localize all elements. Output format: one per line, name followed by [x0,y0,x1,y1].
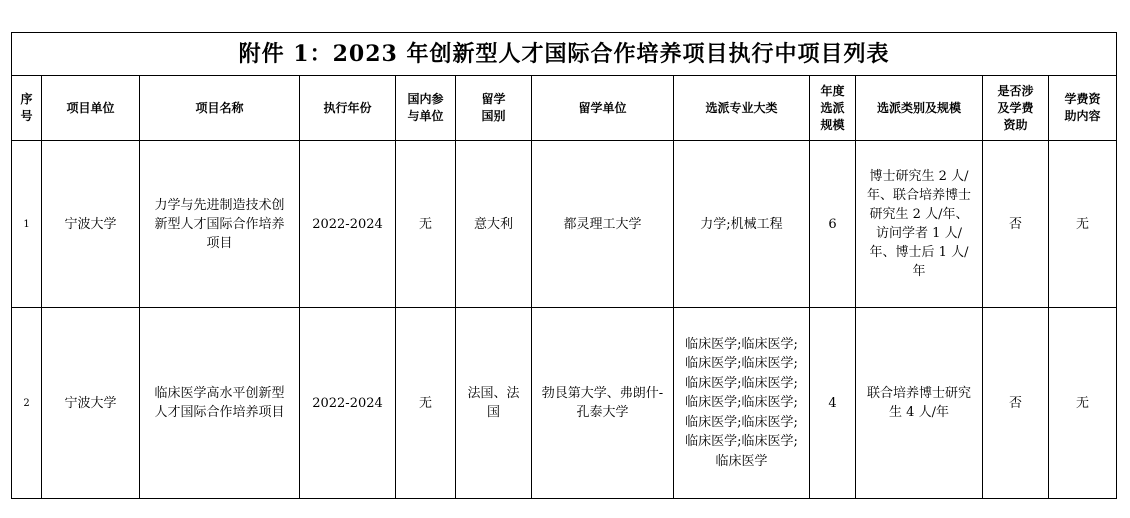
cell-category: 联合培养博士研究生 4 人/年 [856,308,983,499]
cell-scale: 6 [810,141,856,308]
cell-tuition-content: 无 [1049,141,1117,308]
header-host: 留学单位 [532,76,674,141]
header-name: 项目名称 [140,76,300,141]
title-row [12,33,1117,76]
cell-major: 临床医学;临床医学;临床医学;临床医学;临床医学;临床医学;临床医学;临床医学;临床医学;临床医学;临床医学;临床医学;临床医学 [674,308,810,499]
cell-tuition-flag: 否 [983,308,1049,499]
cell-host: 都灵理工大学 [532,141,674,308]
cell-domestic: 无 [396,308,456,499]
cell-country: 法国、法国 [456,308,532,499]
table-row [12,308,1117,499]
cell-years: 2022-2024 [300,141,396,308]
header-seq: 序号 [12,76,42,141]
table-row [12,141,1117,308]
cell-category: 博士研究生 2 人/年、联合培养博士研究生 2 人/年、访问学者 1 人/年、博士后 1 人/年 [856,141,983,308]
cell-tuition-flag: 否 [983,141,1049,308]
cell-country: 意大利 [456,141,532,308]
project-table [11,32,1117,499]
cell-name: 力学与先进制造技术创新型人才国际合作培养项目 [140,141,300,308]
header-domestic: 国内参与单位 [396,76,456,141]
header-row [12,76,1117,141]
cell-major: 力学;机械工程 [674,141,810,308]
cell-domestic: 无 [396,141,456,308]
project-list-sheet [11,32,1116,499]
cell-name: 临床医学高水平创新型人才国际合作培养项目 [140,308,300,499]
header-category: 选派类别及规模 [856,76,983,141]
cell-tuition-content: 无 [1049,308,1117,499]
cell-seq: 2 [12,308,42,499]
cell-unit: 宁波大学 [42,308,140,499]
cell-host: 勃艮第大学、弗朗什-孔泰大学 [532,308,674,499]
cell-unit: 宁波大学 [42,141,140,308]
header-unit: 项目单位 [42,76,140,141]
header-scale: 年度选派规模 [810,76,856,141]
header-tuition-flag: 是否涉及学费资助 [983,76,1049,141]
cell-years: 2022-2024 [300,308,396,499]
header-years: 执行年份 [300,76,396,141]
table-title: 附件 1：2023 年创新型人才国际合作培养项目执行中项目列表 [12,33,1117,76]
header-major: 选派专业大类 [674,76,810,141]
cell-seq: 1 [12,141,42,308]
cell-scale: 4 [810,308,856,499]
header-country: 留学国别 [456,76,532,141]
header-tuition-content: 学费资助内容 [1049,76,1117,141]
